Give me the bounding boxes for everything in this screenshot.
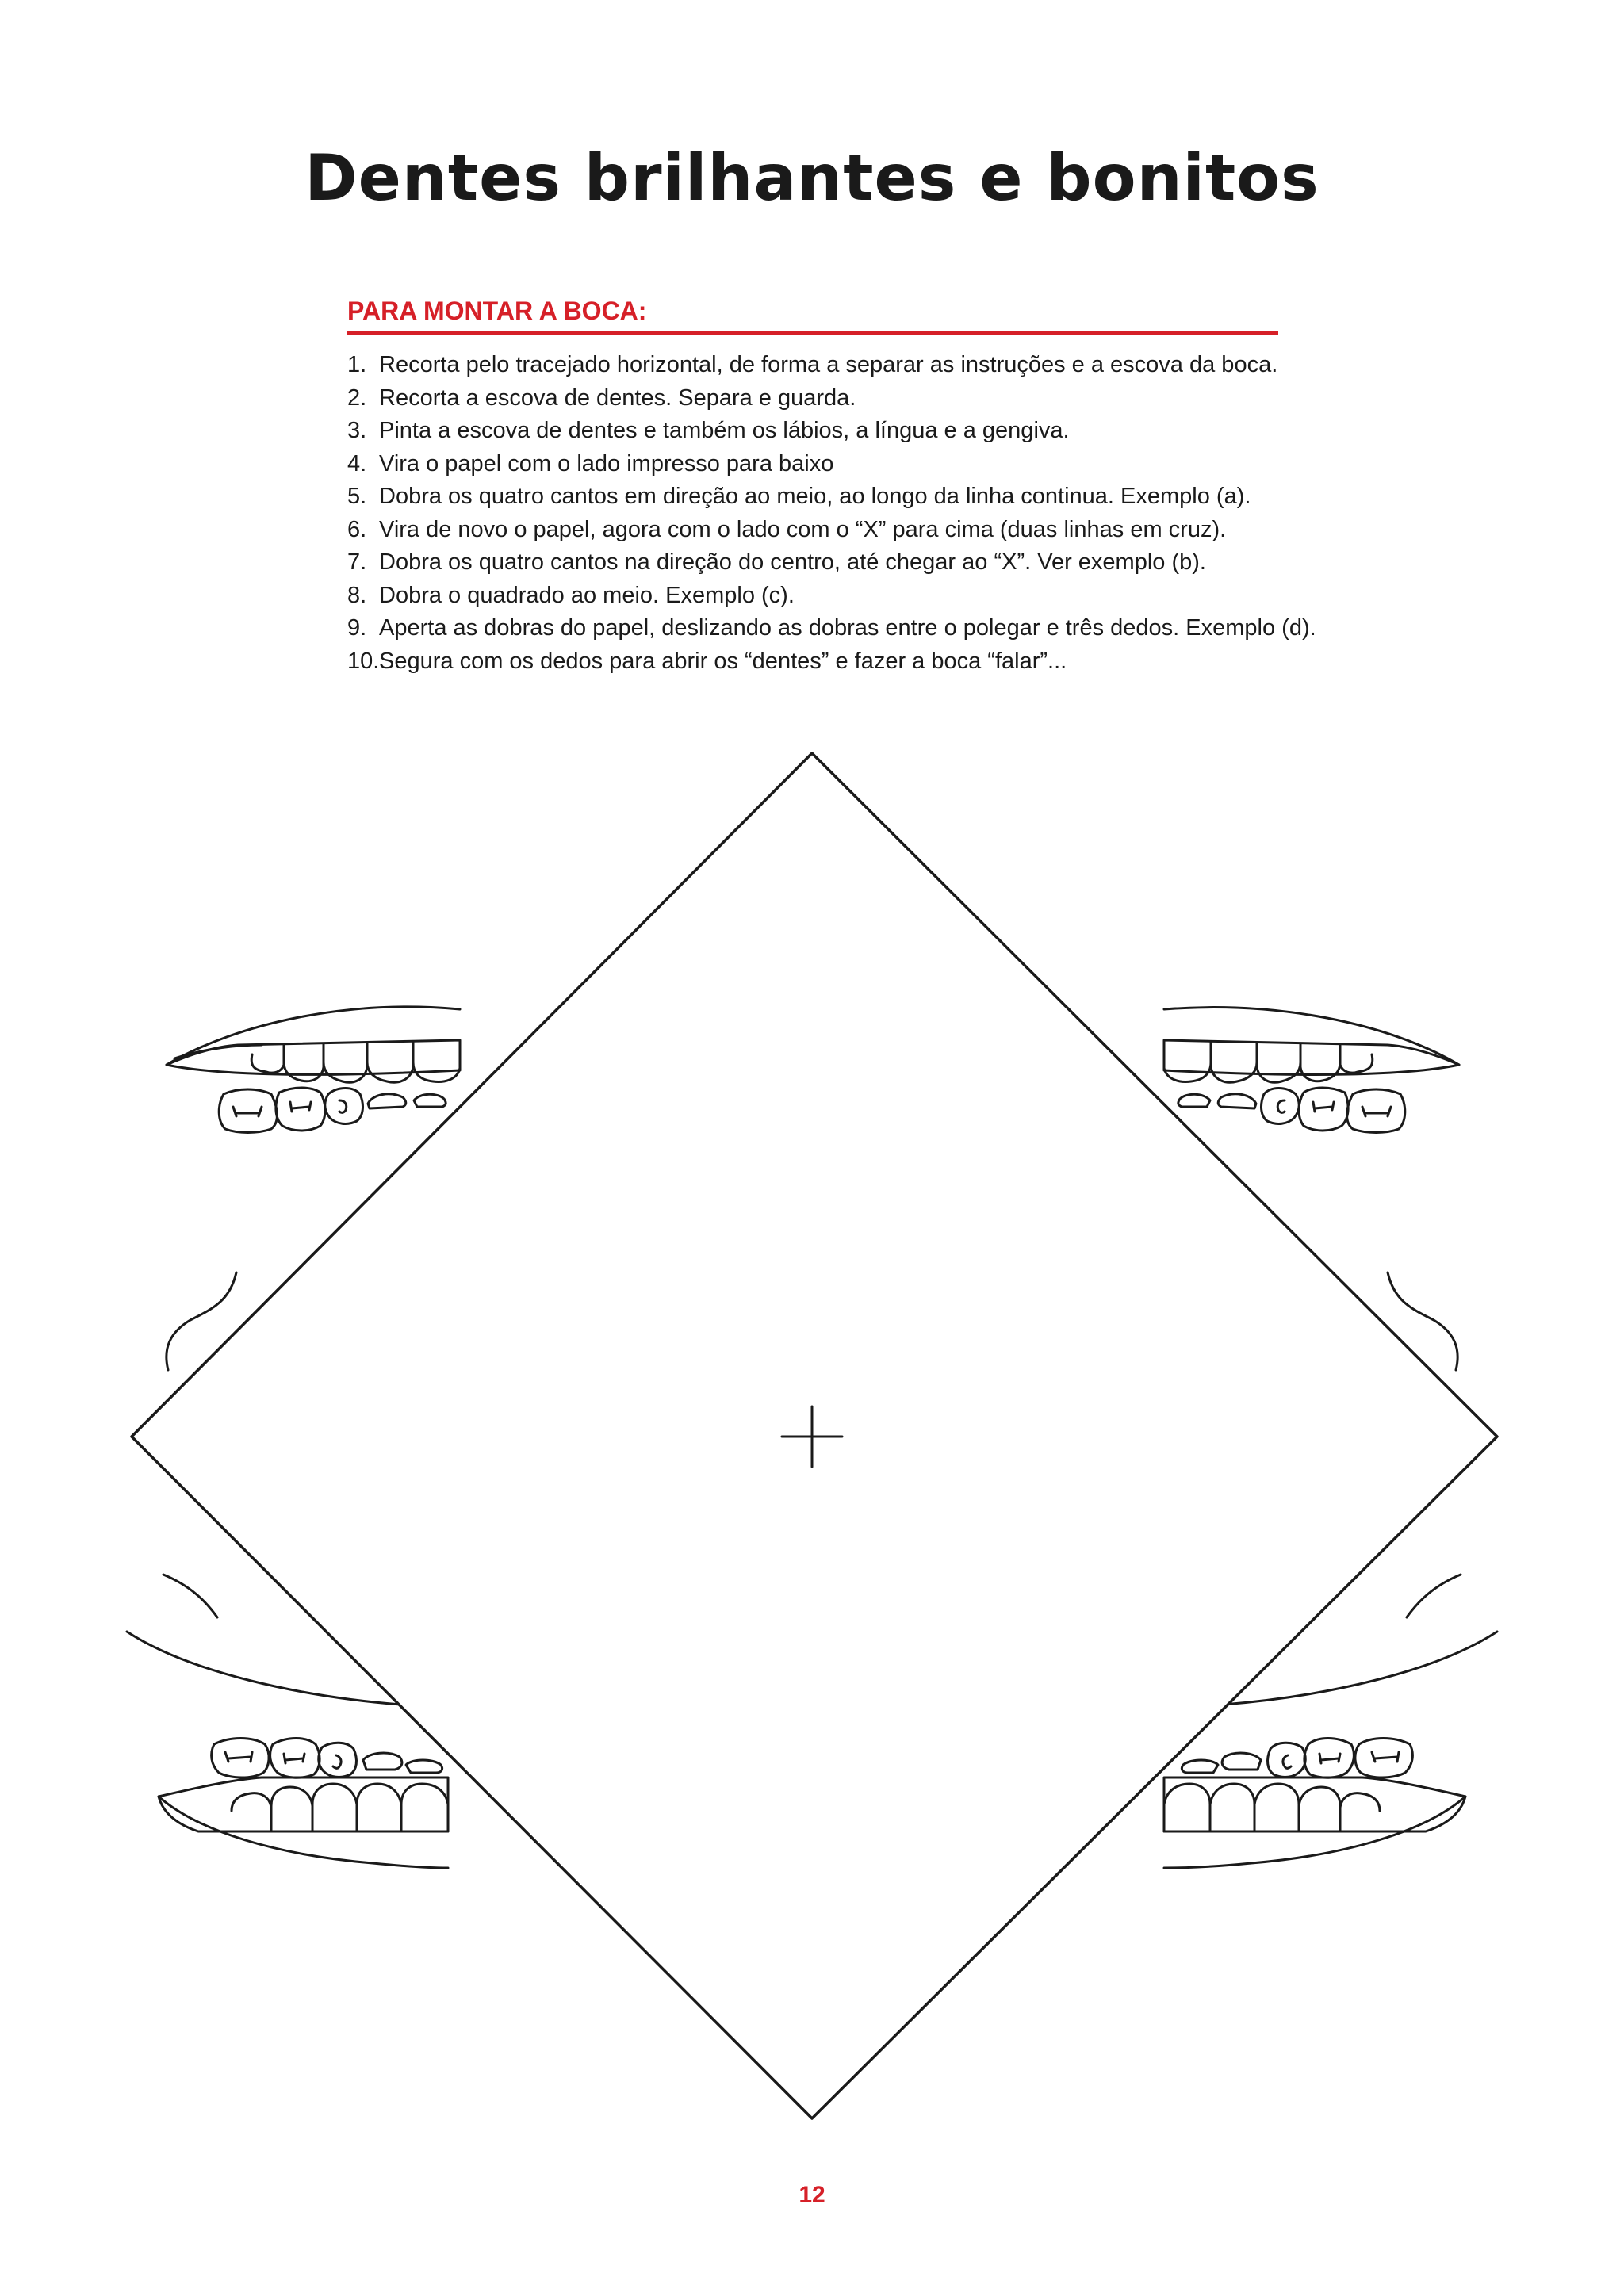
upper-right-tooth [1164,1041,1211,1081]
upper-right-tooth [1211,1042,1257,1082]
instruction-step: 4. Vira o papel com o lado impresso para baixo [347,450,834,476]
upper-right-gum [1164,1040,1459,1075]
lower-right-tooth [1299,1787,1340,1831]
lower-right-tooth [1254,1784,1299,1831]
upper-left-tooth [324,1043,367,1082]
lower-right-tooth [1182,1760,1218,1773]
upper-left-lip [167,1007,460,1065]
instruction-step: 6. Vira de novo o papel, agora com o lado com o “X” para cima (duas linhas em cruz). [347,516,1227,542]
lower-right-tooth [1218,1094,1256,1108]
page-number: 12 [799,2182,825,2208]
page-title: Dentes brilhantes e bonitos [304,141,1320,215]
lower-right-molar [1347,1089,1405,1133]
right-cheek-curve-lower [1407,1575,1461,1617]
lower-right-tooth [1164,1784,1210,1831]
lower-left-tooth [357,1784,401,1831]
upper-right-tooth [1340,1046,1373,1073]
lower-left-tooth [363,1753,402,1770]
lower-left-molar [276,1088,325,1131]
lower-right-tooth [1210,1784,1254,1831]
lower-left-tooth [401,1784,448,1831]
lower-right-premolar [1262,1089,1300,1124]
instruction-step: 7. Dobra os quatro cantos na direção do centro, até chegar ao “X”. Ver exemplo (b). [347,549,1206,575]
lower-left-tooth [312,1784,357,1831]
instruction-step: 8. Dobra o quadrado ao meio. Exemplo (c). [347,582,795,608]
lower-left-molar [270,1739,320,1778]
instruction-step: 10. Segura com os dedos para abrir os “dentes” e fazer a boca “falar”... [347,648,1067,674]
lower-left-tooth [414,1094,446,1107]
instruction-step: 1. Recorta pelo tracejado horizontal, de forma a separar as instruções e a escova da boca. [347,352,1278,377]
instruction-step: 9. Aperta as dobras do papel, deslizando as dobras entre o polegar e três dedos. Exemplo (d). [347,615,1316,641]
lower-left-tooth [368,1094,406,1108]
lower-right-tooth [1222,1753,1261,1770]
upper-right-lip [1164,1008,1459,1065]
upper-left-gum [167,1040,460,1075]
upper-right-mouth [1164,1008,1459,1133]
lower-left-mouth [159,1739,448,1869]
lower-right-tooth [1340,1793,1380,1823]
instruction-step: 3. Pinta a escova de dentes e também os lábios, a língua e a gengiva. [347,418,1070,443]
lower-right-premolar [1268,1743,1306,1777]
upper-left-tooth [367,1042,413,1082]
lower-left-tooth [232,1793,271,1823]
lower-right-tooth [1178,1094,1210,1107]
left-cheek-curve-lower [163,1575,217,1617]
lower-left-tooth [271,1787,312,1831]
lower-right-molar [1299,1088,1348,1131]
upper-left-mouth [167,1007,460,1133]
lower-right-mouth [1164,1739,1465,1869]
upper-left-tooth [251,1046,284,1073]
lower-left-premolar [319,1743,357,1777]
lower-left-premolar [325,1089,363,1124]
lower-right-molar [1304,1739,1354,1778]
instruction-step: 2. Recorta a escova de dentes. Separa e guarda. [347,385,856,411]
upper-left-tooth [413,1041,460,1081]
section-heading: PARA MONTAR A BOCA: [347,297,647,325]
lower-left-tooth [406,1760,442,1773]
upper-right-tooth [1257,1043,1300,1082]
lower-left-molar [219,1089,277,1133]
instruction-step: 5. Dobra os quatro cantos em direção ao meio, ao longo da linha continua. Exemplo (a). [347,484,1251,509]
